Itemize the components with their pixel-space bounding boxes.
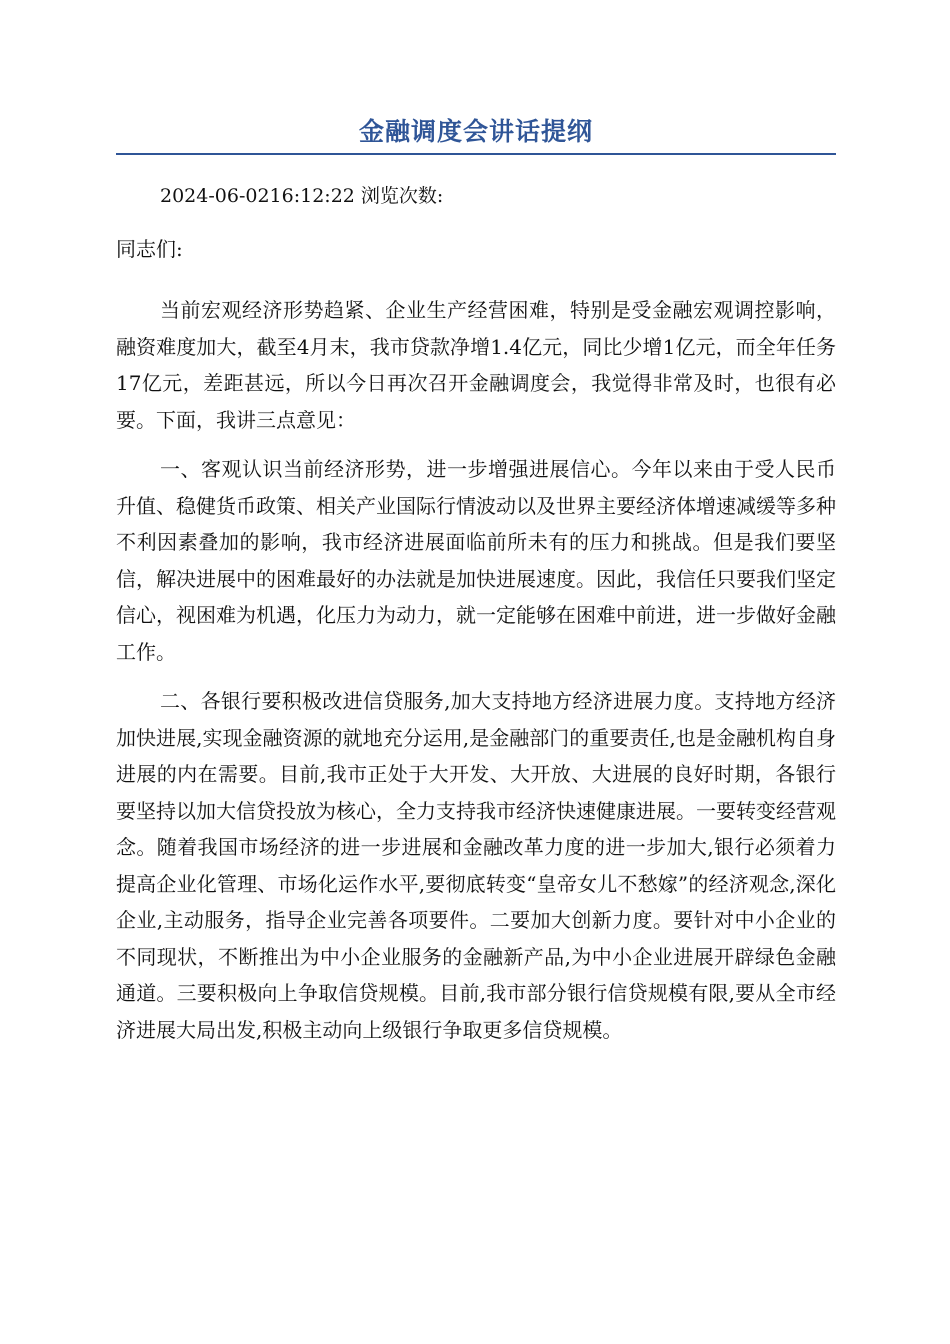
document-page (116, 112, 836, 1048)
document-title: 金融调度会讲话提纲 (358, 117, 593, 146)
paragraph-point-one: 一、客观认识当前经济形势，进一步增强进展信心。今年以来由于受人民币升值、稳健货币政策、相关产业国际行情波动以及世界主要经济体增速减缓等多种不利因素叠加的影响，我市经济进展面临前所未有的压力和挑战。但是我们要坚信，解决进展中的困难最好的办法就是加快进展速度。因此，我信任只要我们坚定信心，视困难为机遇，化压力为动力，就一定能够在困难中前进，进一步做好金融工作。 (116, 457, 836, 664)
paragraph-intro: 当前宏观经济形势趋紧、企业生产经营困难，特别是受金融宏观调控影响，融资难度加大，截至4月末，我市贷款净增1.4亿元，同比少增1亿元，而全年任务17亿元，差距甚远，所以今日再次召开金融调度会，我觉得非常及时，也很有必要。下面，我讲三点意见： (116, 298, 836, 432)
publish-meta: 2024-06-0216:12:22 浏览次数: (160, 185, 444, 207)
paragraph-point-two: 二、各银行要积极改进信贷服务,加大支持地方经济进展力度。支持地方经济加快进展,实现金融资源的就地充分运用,是金融部门的重要责任,也是金融机构自身进展的内在需要。目前,我市正处于大开发、大开放、大进展的良好时期，各银行要坚持以加大信贷投放为核心，全力支持我市经济快速健康进展。一要转变经营观念。随着我国市场经济的进一步进展和金融改革力度的进一步加大,银行必须着力提高企业化管理、市场化运作水平,要彻底转变“皇帝女儿不愁嫁”的经济观念,深化企业,主动服务，指导企业完善各项要件。二要加大创新力度。要针对中小企业的不同现状，不断推出为中小企业服务的金融新产品,为中小企业进展开辟绿色金融通道。三要积极向上争取信贷规模。目前,我市部分银行信贷规模有限,要从全市经济进展大局出发,积极主动向上级银行争取更多信贷规模。 (116, 689, 836, 1042)
salutation: 同志们: (116, 237, 183, 261)
title-underline (116, 153, 836, 155)
